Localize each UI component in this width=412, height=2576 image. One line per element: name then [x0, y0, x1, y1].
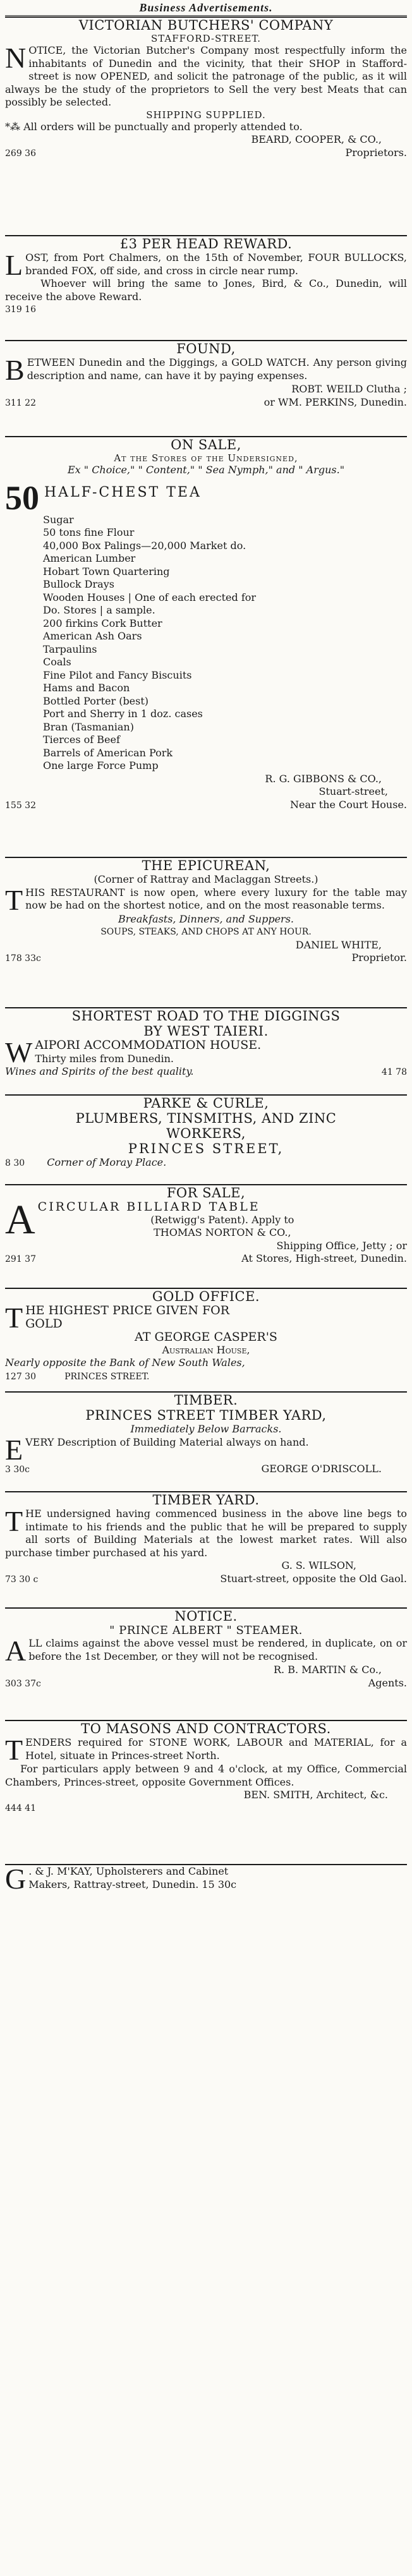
ad-footer — [5, 147, 407, 160]
ad-ships: Ex " Choice," " Content," " Sea Nymph," and " Argus." — [67, 464, 345, 476]
ad-body — [5, 1433, 407, 1466]
sale-item: Port and Sherry in 1 doz. cases — [43, 708, 203, 720]
sale-item: Fine Pilot and Fancy Biscuits — [43, 668, 192, 681]
ad-line-3: WORKERS, — [166, 1126, 246, 1141]
ad-note: *⁂ All orders will be punctually and properly attended to. — [5, 120, 303, 133]
ad-title: PARKE & CURLE, — [143, 1096, 269, 1111]
ad-title: ON SALE, — [171, 437, 241, 452]
sale-item: Do. Stores | a sample. — [43, 604, 155, 616]
drop-cap: T — [5, 1734, 23, 1766]
ad-footer — [5, 396, 407, 410]
sale-item: Bottled Porter (best) — [43, 694, 149, 707]
ad-line-5: At Stores, High-street, Dunedin. — [241, 1252, 407, 1264]
ad-code: 73 30 c — [5, 1574, 39, 1585]
ad-title: THE EPICUREAN, — [142, 858, 270, 873]
ad-body — [5, 1505, 407, 1559]
sale-item: Sugar — [43, 513, 74, 526]
ad-code: 269 36 — [5, 148, 36, 159]
ad-text: AIPORI ACCOMMODATION HOUSE. — [35, 1038, 262, 1052]
ad-mckay — [5, 1864, 407, 1902]
ad-line-2: Immediately Below Barracks. — [130, 1423, 282, 1435]
drop-cap: T — [5, 1302, 23, 1334]
ad-masons-contractors — [5, 1720, 407, 1860]
ad-billiard-table — [5, 1184, 407, 1284]
ad-location: Corner of Moray Place. — [47, 1156, 167, 1168]
sale-item: Bullock Drays — [43, 578, 114, 590]
ad-line-4: PRINCES STREET, — [128, 1141, 284, 1156]
ad-title-2: BY WEST TAIERI. — [143, 1024, 269, 1039]
ad-subtitle: " PRINCE ALBERT " STEAMER. — [109, 1624, 303, 1637]
ad-line-2: Makers, Rattray-street, Dunedin. 15 30c — [28, 1878, 237, 1890]
sale-item: 50 tons fine Flour — [43, 526, 135, 538]
ad-signature-1: ROBT. WEILD Clutha ; — [291, 383, 407, 395]
ad-text: OTICE, the Victorian Butcher's Company most respectfully inform the inhabitants of Dunedin and the vicinity, that their SHOP in Stafford-street is now OPENED, and solicit the patronage of the public, as it will always be the study of the proprietors to Sell the very best Meats that can possibly be selected. — [5, 44, 407, 108]
ad-epicurean — [5, 857, 407, 1003]
ad-on-sale — [5, 436, 407, 853]
ad-role: Proprietor. — [351, 952, 407, 964]
ad-footer — [5, 1065, 407, 1079]
ad-victorian-butchers — [5, 16, 407, 231]
ad-line-2: GOLD — [25, 1316, 63, 1331]
ad-title: TO MASONS AND CONTRACTORS. — [81, 1721, 331, 1736]
ad-text: ENDERS required for STONE WORK, LABOUR and MATERIAL, for a Hotel, situate in Princes-street North. — [25, 1736, 407, 1762]
ad-code: 291 37 — [5, 1254, 36, 1264]
ad-line-2: PLUMBERS, TINSMITHS, AND ZINC — [75, 1111, 337, 1126]
ad-text: HIS RESTAURANT is now open, where every luxury for the table may now be had on the shortest notice, and on the most reasonable terms. — [25, 886, 407, 911]
ad-line-6: PRINCES STREET. — [64, 1371, 150, 1382]
ad-code: 127 30 — [5, 1371, 36, 1382]
sale-item: Hams and Bacon — [43, 682, 130, 694]
ad-text-2: Thirty miles from Dunedin. — [35, 1052, 174, 1065]
ad-code: 3 30c — [5, 1464, 30, 1475]
ad-location: Stuart-street, opposite the Old Gaol. — [220, 1572, 407, 1585]
ad-footer — [5, 1573, 407, 1587]
ad-code: 319 16 — [5, 305, 36, 315]
ad-role: Proprietors. — [345, 146, 407, 159]
ad-code: 178 33c — [5, 953, 41, 964]
ad-shipping: SHIPPING SUPPLIED. — [146, 109, 266, 121]
ad-text: OST, from Port Chalmers, on the 15th of November, FOUR BULLOCKS, branded FOX, off side, and cross in circle near rump. — [25, 251, 407, 277]
ad-gold-office — [5, 1288, 407, 1388]
drop-cap: B — [5, 354, 25, 386]
ad-code: 303 37c — [5, 1678, 41, 1689]
ad-body — [5, 883, 407, 916]
ad-parke-curle — [5, 1094, 407, 1180]
ad-title: NOTICE. — [174, 1609, 238, 1624]
ad-line-4: Shipping Office, Jetty ; or — [276, 1239, 407, 1252]
ad-meals: Breakfasts, Dinners, and Suppers. — [118, 912, 294, 925]
ad-signature: BEN. SMITH, Architect, &c. — [243, 1789, 388, 1801]
ad-text-2: For particulars apply between 9 and 4 o'clock, at my Office, Commercial Chambers, Princes-street, opposite Government Offices. — [5, 1763, 407, 1788]
ad-footer — [5, 1156, 407, 1170]
ad-code: 155 32 — [5, 800, 36, 811]
ad-title: FOR SALE, — [166, 1185, 246, 1200]
ad-title: GOLD OFFICE. — [152, 1289, 260, 1304]
sale-item: Barrels of American Pork — [43, 746, 173, 759]
drop-cap: A — [5, 1197, 35, 1243]
drop-cap: N — [5, 42, 27, 74]
ad-line-1: CIRCULAR BILLIARD TABLE — [37, 1200, 260, 1214]
ad-footer — [5, 1252, 407, 1266]
ad-line-2: (Retwigg's Patent). Apply to — [150, 1213, 294, 1226]
ad-line-1: PRINCES STREET TIMBER YARD, — [85, 1408, 327, 1423]
ad-signature: BEARD, COOPER, & CO., — [251, 133, 382, 145]
ad-line-1: HE HIGHEST PRICE GIVEN FOR — [25, 1303, 230, 1317]
big-number: 50 — [5, 480, 39, 514]
drop-cap: A — [5, 1635, 27, 1667]
ad-found — [5, 340, 407, 432]
sale-items-list — [5, 514, 407, 773]
ad-signature: R. B. MARTIN & Co., — [273, 1664, 382, 1676]
tea-headline — [5, 481, 407, 514]
ad-title: VICTORIAN BUTCHERS' COMPANY — [78, 18, 334, 33]
ad-body — [5, 1302, 407, 1334]
ad-location: Near the Court House. — [289, 798, 407, 811]
ad-footer — [5, 1463, 407, 1477]
ad-timber-yard — [5, 1491, 407, 1604]
drop-cap: E — [5, 1433, 23, 1466]
ad-signature: DANIEL WHITE, — [295, 938, 382, 951]
ad-street: Stuart-street, — [318, 785, 388, 797]
ad-shortest-road — [5, 1007, 407, 1091]
drop-cap: G — [5, 1864, 27, 1895]
ad-body — [5, 354, 407, 386]
ad-text: LL claims against the above vessel must be rendered, in duplicate, on or before the 1st December, or they will not be recognised. — [28, 1637, 407, 1662]
sale-item: Tierces of Beef — [43, 734, 120, 746]
ad-body — [5, 1734, 407, 1766]
ad-code: 444 41 — [5, 1803, 36, 1813]
ad-notice-prince-albert — [5, 1607, 407, 1716]
drop-cap: T — [5, 1505, 23, 1537]
ad-signature: R. G. GIBBONS & CO., — [265, 772, 382, 785]
section-header: Business Advertisements. — [5, 0, 407, 16]
ad-subtitle: At the Stores of the Undersigned, — [114, 452, 298, 464]
sale-item: Wooden Houses | One of each erected for — [43, 591, 257, 603]
ad-line-4: Australian House, — [162, 1343, 250, 1356]
ad-footer — [5, 799, 407, 813]
ad-text-2: Whoever will bring the same to Jones, Bird, & Co., Dunedin, will receive the above Reward. — [5, 277, 407, 303]
drop-cap: T — [5, 883, 23, 916]
ad-reward — [5, 235, 407, 336]
ad-body — [5, 1197, 407, 1252]
ad-code: 311 22 — [5, 397, 36, 408]
ad-body — [5, 1864, 407, 1895]
ad-title: TIMBER YARD. — [152, 1492, 260, 1508]
sale-item: Bran (Tasmanian) — [43, 720, 134, 733]
drop-cap: W — [5, 1036, 33, 1068]
ad-title: SHORTEST ROAD TO THE DIGGINGS — [71, 1008, 341, 1024]
ad-timber — [5, 1391, 407, 1487]
ad-body — [5, 1036, 407, 1068]
ad-title: £3 PER HEAD REWARD. — [119, 236, 293, 251]
ad-line-3: AT GEORGE CASPER'S — [135, 1330, 277, 1344]
ad-code: 41 78 — [381, 1067, 407, 1077]
sale-item: American Ash Oars — [43, 630, 142, 642]
ad-footer — [5, 1370, 407, 1384]
ad-text: HE undersigned having commenced business in the above line begs to intimate to his friends and the public that he will be prepared to supply all sorts of Building Materials at the lowest market rates. Will also purchase timber purchased at his yard. — [5, 1508, 407, 1559]
ad-text: ETWEEN Dunedin and the Diggings, a GOLD WATCH. Any person giving description and name, can have it by paying expenses. — [27, 356, 407, 382]
sale-item: American Lumber — [43, 552, 136, 564]
ad-text: VERY Description of Building Material always on hand. — [25, 1436, 309, 1448]
ad-wines: Wines and Spirits of the best quality. — [5, 1065, 194, 1077]
ad-signature-2: or WM. PERKINS, Dunedin. — [264, 396, 407, 408]
ad-soups: SOUPS, STEAKS, AND CHOPS AT ANY HOUR. — [100, 927, 312, 937]
ad-corner: (Corner of Rattray and Maclaggan Streets.) — [94, 873, 318, 885]
ad-body — [5, 44, 407, 109]
sale-item: One large Force Pump — [43, 759, 159, 771]
ad-subtitle: STAFFORD-STREET. — [150, 33, 262, 44]
ad-code: 8 30 — [5, 1158, 25, 1168]
sale-item: Tarpaulins — [43, 643, 97, 655]
ad-line-3: THOMAS NORTON & CO., — [154, 1226, 291, 1238]
sale-item: 40,000 Box Palings—20,000 Market do. — [43, 539, 246, 552]
ad-body — [5, 249, 407, 281]
ad-title: FOUND, — [176, 341, 236, 356]
ad-line-1: . & J. M'KAY, Upholsterers and Cabinet — [28, 1865, 229, 1877]
ad-signature: GEORGE O'DRISCOLL. — [261, 1462, 382, 1475]
ad-line-5: Nearly opposite the Bank of New South Wales, — [5, 1357, 245, 1369]
ad-footer — [5, 1677, 407, 1691]
ad-title: TIMBER. — [174, 1393, 238, 1408]
sale-item: Hobart Town Quartering — [43, 565, 170, 577]
drop-cap: L — [5, 249, 23, 281]
sale-item: Coals — [43, 656, 71, 668]
ad-footer — [5, 952, 407, 965]
headline: HALF-CHEST TEA — [44, 484, 202, 500]
sale-item: 200 firkins Cork Butter — [43, 617, 162, 629]
ad-body — [5, 1635, 407, 1667]
ad-role: Agents. — [368, 1676, 407, 1689]
ad-signature: G. S. WILSON, — [281, 1559, 356, 1571]
